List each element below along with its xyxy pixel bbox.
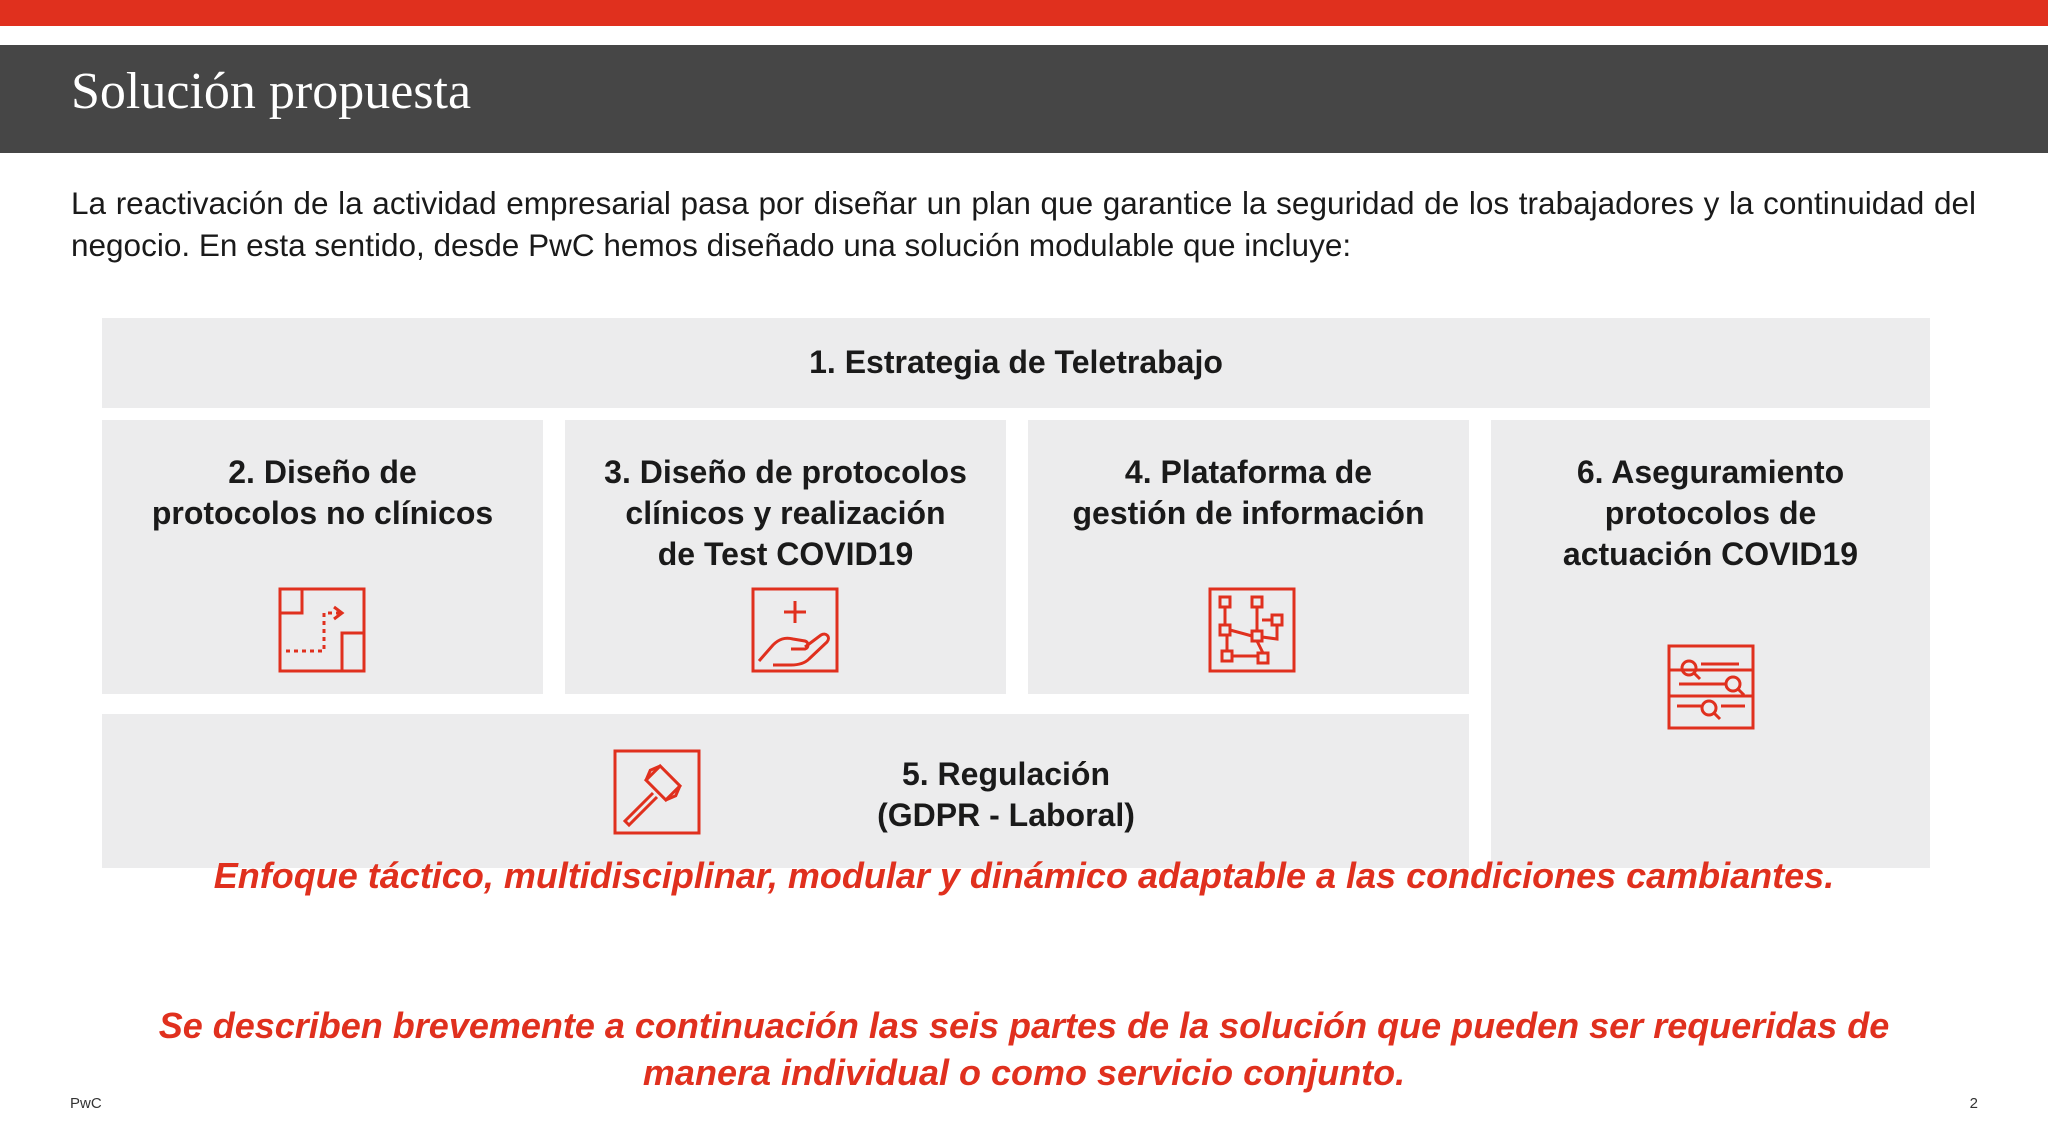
module-5-line2: (GDPR - Laboral) [877,797,1135,833]
module-2-line2: protocolos no clínicos [151,495,494,531]
module-5-line1: 5. Regulación [901,756,1111,792]
module-4-line1: 4. Plataforma de [1124,454,1373,490]
tagline-description-line1: Se describen brevemente a continuación las seis partes de la solución que pueden ser requeridas de [158,1005,1890,1046]
module-3-box [565,420,1006,694]
module-2-label [102,452,543,534]
module-1-box [102,318,1930,408]
module-3-label [565,452,1006,575]
module-6-label [1491,452,1930,575]
module-6-box [1491,420,1930,868]
page-number: 2 [1969,1095,1978,1112]
tagline-approach: Enfoque táctico, multidisciplinar, modular y dinámico adaptable a las condiciones cambiantes. [213,855,1835,896]
search-list-icon [1667,644,1755,730]
module-6-line1: 6. Aseguramiento [1576,454,1845,490]
module-3-line1: 3. Diseño de protocolos [604,454,967,490]
gavel-icon [613,749,701,835]
tagline-description [80,1002,1968,1096]
floor-plan-route-icon [278,587,366,673]
module-6-line3: actuación COVID19 [1562,536,1859,572]
module-4-box [1028,420,1469,694]
module-2-line1: 2. Diseño de [228,454,417,490]
module-1-label: 1. Estrategia de Teletrabajo [809,344,1223,380]
intro-paragraph: La reactivación de la actividad empresarial pasa por diseñar un plan que garantice la seguridad de los trabajadores y la continuidad del negocio. En esta sentido, desde PwC hemos diseñado una solución modulable que incluye: [71,185,1976,263]
hand-medical-cross-icon [751,587,839,673]
page-title: Solución propuesta [71,63,472,120]
module-3-line2: clínicos y realización [625,495,946,531]
tagline-description-line2: manera individual o como servicio conjunto. [642,1052,1406,1093]
module-4-label [1028,452,1469,534]
module-5-box [102,714,1469,868]
footer-brand: PwC [70,1095,102,1112]
top-accent-bar [0,0,2048,26]
module-3-line3: de Test COVID19 [657,536,914,572]
network-nodes-icon [1208,587,1296,673]
module-6-line2: protocolos de [1604,495,1817,531]
module-5-label [722,754,1290,836]
module-2-box [102,420,543,694]
module-4-line2: gestión de información [1072,495,1425,531]
